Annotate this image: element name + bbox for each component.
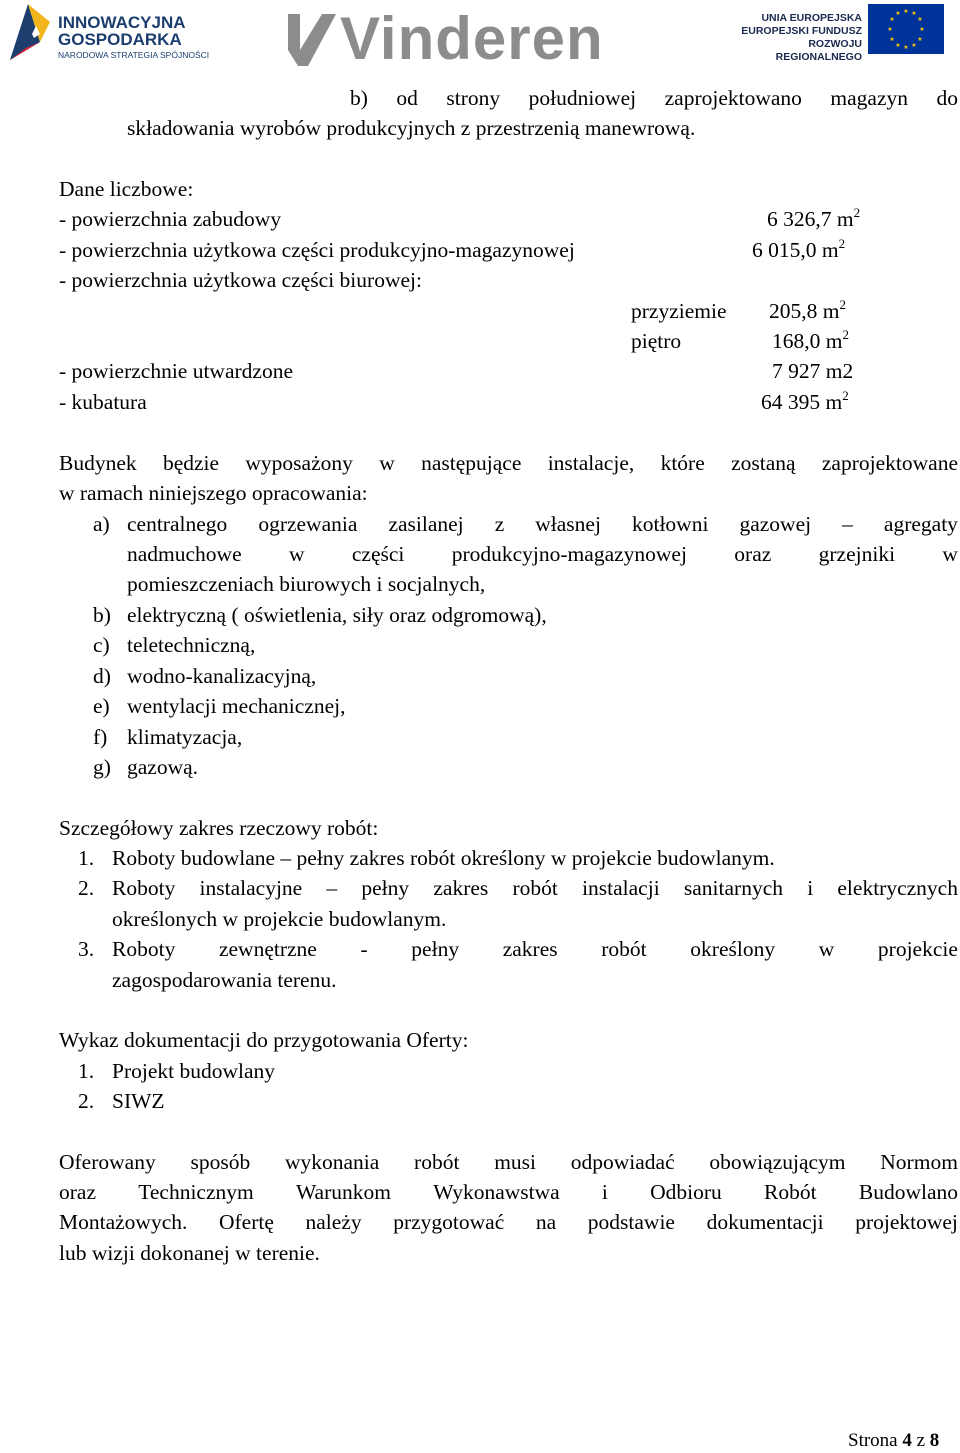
- wykaz-item-1-marker: 1.: [78, 1059, 95, 1083]
- svg-text:★: ★: [889, 36, 895, 43]
- instalacje-f-text: klimatyzacja,: [127, 725, 243, 749]
- instalacje-d-text: wodno-kanalizacyjną,: [127, 664, 317, 688]
- innowacyjna-gospodarka-logo: [6, 2, 210, 64]
- intro-line-2: składowania wyrobów produkcyjnych z przestrzenią manewrową.: [127, 116, 696, 140]
- instalacje-a-line-2: nadmuchowe w części produkcyjno-magazynowej oraz grzejniki w: [127, 542, 958, 566]
- oferta-line-1: Oferowany sposób wykonania robót musi odpowiadać obowiązującym Normom: [59, 1150, 958, 1174]
- zakres-heading: Szczegółowy zakres rzeczowy robót:: [59, 816, 379, 840]
- intro-line-1: b) od strony południowej zaprojektowano magazyn do: [350, 86, 958, 110]
- svg-text:★: ★: [919, 26, 925, 33]
- dane-value-utwardzone: 7 927 m2: [772, 359, 854, 383]
- instalacje-c-text: teletechniczną,: [127, 633, 256, 657]
- svg-text:★: ★: [917, 36, 923, 43]
- instalacje-a-line-3: pomieszczeniach biurowych i socjalnych,: [127, 572, 486, 596]
- oferta-line-4: lub wizji dokonanej w terenie.: [59, 1241, 320, 1265]
- instalacje-b-text: elektryczną ( oświetlenia, siły oraz odgromową),: [127, 603, 547, 627]
- page-number: Strona 4 z 8: [848, 1430, 940, 1451]
- instalacje-intro-line-2: w ramach niniejszego opracowania:: [59, 481, 368, 505]
- svg-text:★: ★: [887, 26, 893, 33]
- zakres-item-3-line-1: Roboty zewnętrzne - pełny zakres robót określony w projekcie: [112, 937, 958, 961]
- svg-text:★: ★: [903, 8, 909, 15]
- dane-sublabel-przyziemie: przyziemie: [631, 299, 727, 323]
- instalacje-a-line-1: centralnego ogrzewania zasilanej z własnej kotłowni gazowej – agregaty: [127, 512, 958, 536]
- dane-value-pietro: 168,0 $m^2$: [772, 327, 849, 353]
- wykaz-item-1-text: Projekt budowlany: [112, 1059, 276, 1083]
- oferta-line-3: Montażowych. Ofertę należy przygotować na podstawie dokumentacji projektowej: [59, 1210, 958, 1234]
- instalacje-a-marker: a): [93, 512, 110, 536]
- dane-label-zabudowa: - powierzchnia zabudowy: [59, 207, 282, 231]
- vinderen-logo-text: Vinderen: [340, 5, 604, 72]
- instalacje-g-marker: g): [93, 755, 111, 779]
- dane-value-kubatura: 64 395 $m^2$: [761, 388, 849, 414]
- dane-value-zabudowa: 6 326,7 $m^2$: [767, 205, 861, 231]
- svg-text:★: ★: [895, 42, 901, 49]
- svg-text:★: ★: [903, 44, 909, 51]
- eu-flag-icon: [868, 4, 944, 54]
- wykaz-item-2-text: SIWZ: [112, 1089, 165, 1113]
- instalacje-g-text: gazową.: [127, 755, 199, 779]
- instalacje-d-marker: d): [93, 664, 111, 688]
- instalacje-b-marker: b): [93, 603, 111, 627]
- dane-heading: Dane liczbowe:: [59, 177, 194, 201]
- zakres-item-2-line-1: Roboty instalacyjne – pełny zakres robót instalacji sanitarnych i elektrycznych: [112, 876, 958, 900]
- dane-label-biurowa: - powierzchnia użytkowa części biurowej:: [59, 268, 422, 292]
- instalacje-c-marker: c): [93, 633, 110, 657]
- eu-logo: [728, 8, 946, 63]
- svg-text:★: ★: [911, 10, 917, 17]
- svg-text:★: ★: [889, 16, 895, 23]
- svg-text:★: ★: [911, 42, 917, 49]
- zakres-item-1-text: Roboty budowlane – pełny zakres robót określony w projekcie budowlanym.: [112, 846, 775, 870]
- ig-logo-text: INNOWACYJNA GOSPODARKA: [58, 13, 186, 49]
- dane-label-produkcyjna: - powierzchnia użytkowa części produkcyjno-magazynowej: [59, 238, 575, 262]
- instalacje-e-marker: e): [93, 694, 110, 718]
- dane-value-przyziemie: 205,8 $m^2$: [769, 297, 846, 323]
- dane-sublabel-pietro: piętro: [631, 329, 682, 353]
- instalacje-f-marker: f): [93, 725, 108, 749]
- svg-text:★: ★: [917, 16, 923, 23]
- zakres-item-2-marker: 2.: [78, 876, 95, 900]
- zakres-item-3-line-2: zagospodarowania terenu.: [112, 968, 337, 992]
- svg-text:★: ★: [895, 10, 901, 17]
- wykaz-item-2-marker: 2.: [78, 1089, 95, 1113]
- dane-label-kubatura: - kubatura: [59, 390, 147, 414]
- dane-label-utwardzone: - powierzchnie utwardzone: [59, 359, 294, 383]
- dane-value-produkcyjna: 6 015,0 $m^2$: [752, 236, 846, 262]
- vinderen-mark-icon: [286, 10, 338, 70]
- instalacje-e-text: wentylacji mechanicznej,: [127, 694, 346, 718]
- page-header: [0, 0, 960, 80]
- zakres-item-3-marker: 3.: [78, 937, 95, 961]
- oferta-line-2: oraz Technicznym Warunkom Wykonawstwa i Odbioru Robót Budowlano: [59, 1180, 958, 1204]
- zakres-item-2-line-2: określonych w projekcie budowlanym.: [112, 907, 447, 931]
- ig-logo-subtitle: NARODOWA STRATEGIA SPÓJNOŚCI: [58, 50, 210, 60]
- instalacje-intro-line-1: Budynek będzie wyposażony w następujące instalacje, które zostaną zaprojektowane: [59, 451, 958, 475]
- vinderen-logo: [286, 5, 666, 72]
- eu-logo-text: UNIA EUROPEJSKA EUROPEJSKI FUNDUSZ ROZWOJU REGIONALNEGO: [741, 12, 862, 63]
- zakres-item-1-marker: 1.: [78, 846, 95, 870]
- wykaz-heading: Wykaz dokumentacji do przygotowania Oferty:: [59, 1028, 469, 1052]
- ig-star-icon: [6, 2, 54, 64]
